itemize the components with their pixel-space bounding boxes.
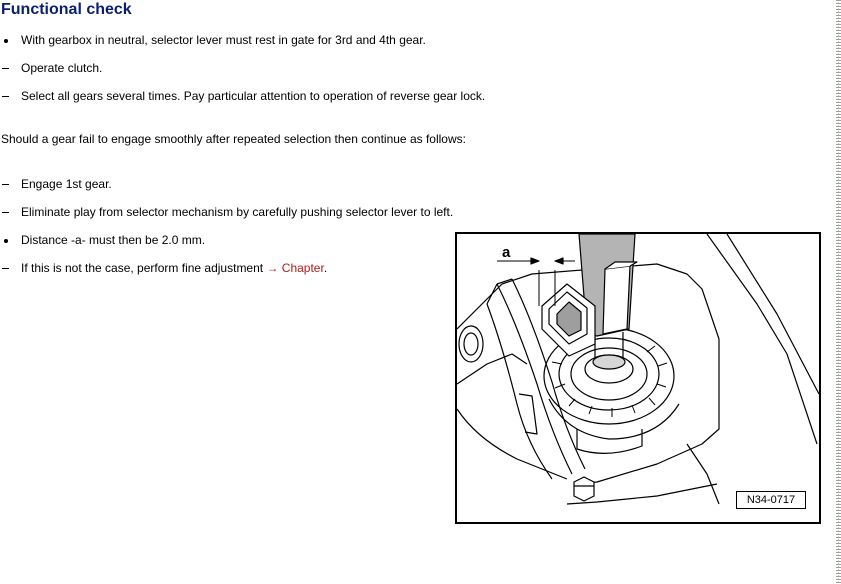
figure-id-label: N34-0717 (736, 491, 806, 509)
selector-mechanism-drawing (457, 234, 819, 522)
step-text (21, 261, 501, 276)
step-text: Operate clutch. (21, 61, 103, 75)
dimension-label-a: a (502, 244, 511, 261)
chapter-link[interactable]: → Chapter (266, 261, 324, 275)
step-text-suffix: . (323, 261, 328, 275)
instruction-paragraph: Should a gear fail to engage smoothly after repeated selection then continue as follows: (1, 132, 466, 146)
selector-mechanism-figure (455, 232, 821, 524)
window-border (836, 0, 841, 584)
step-text: Distance -a- must then be 2.0 mm. (21, 233, 206, 247)
step-text: Eliminate play from selector mechanism by carefully pushing selector lever to left. (21, 205, 454, 219)
step-text-main: If this is not the case, perform fine adjustment (21, 261, 267, 275)
step-text: Engage 1st gear. (21, 177, 112, 191)
page-title: Functional check (1, 1, 132, 18)
step-text: Select all gears several times. Pay particular attention to operation of reverse gear lock. (21, 89, 486, 103)
step-text: With gearbox in neutral, selector lever must rest in gate for 3rd and 4th gear. (21, 33, 426, 47)
